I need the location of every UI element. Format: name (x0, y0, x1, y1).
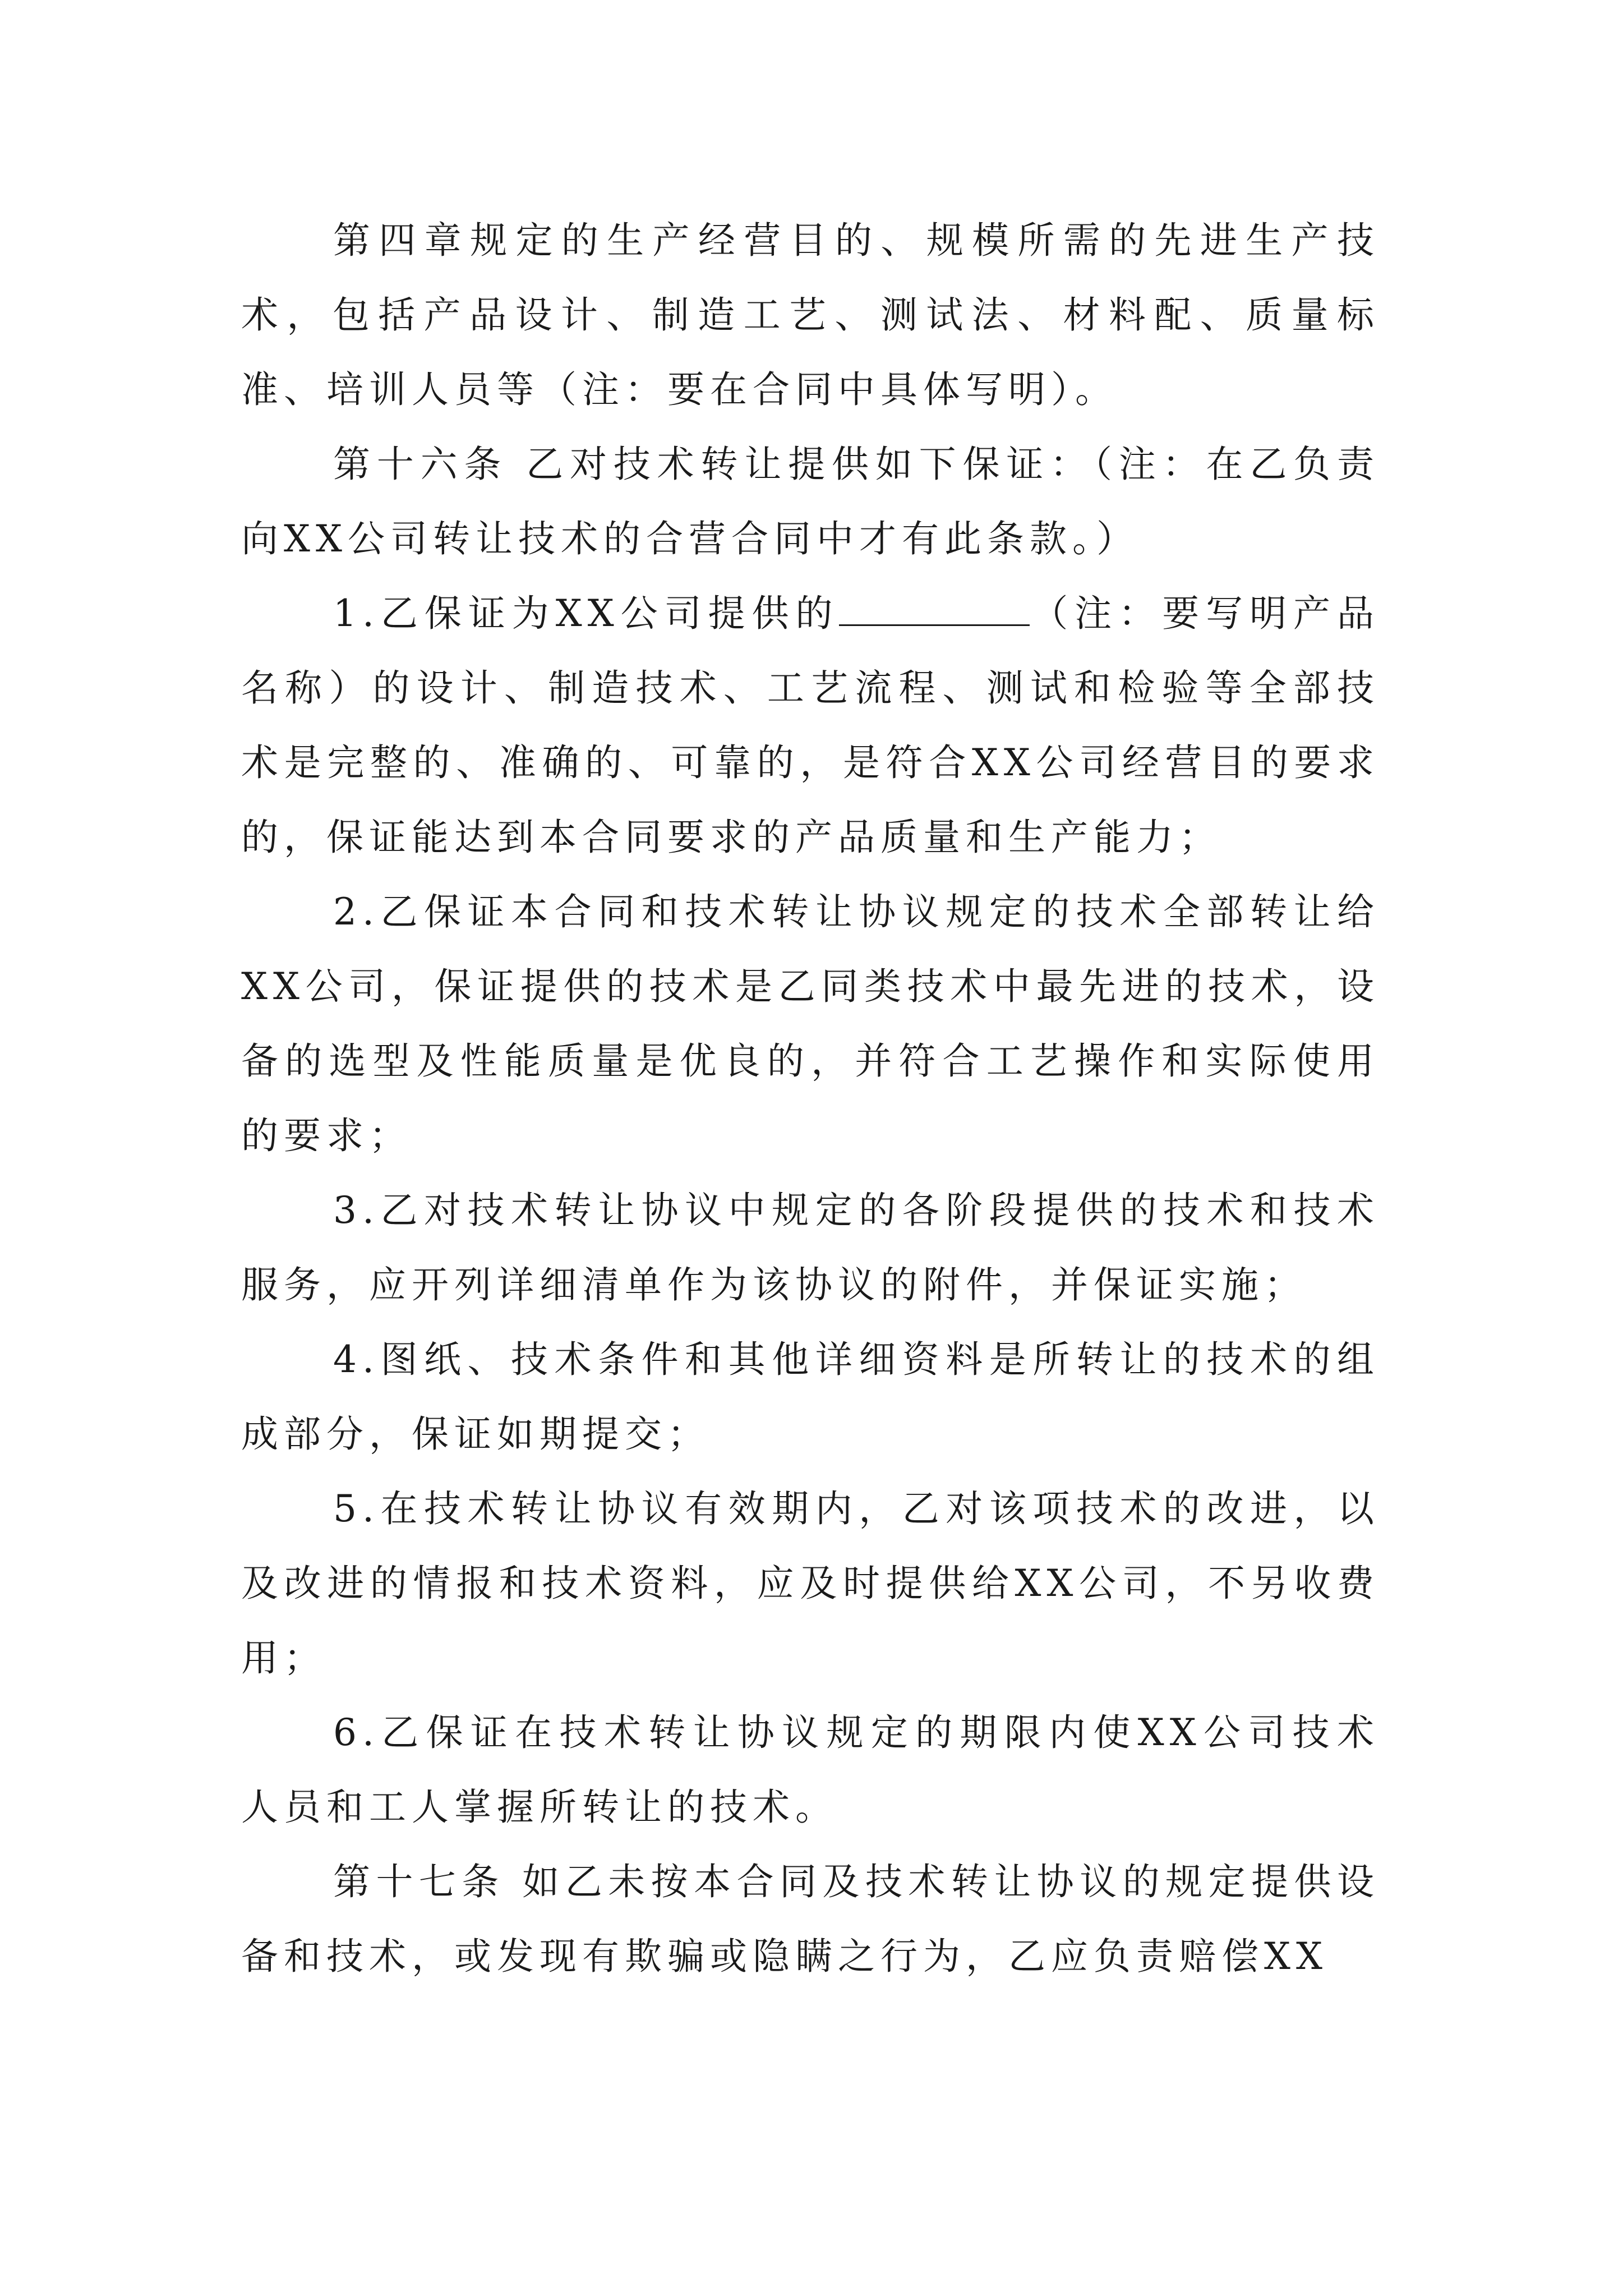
paragraph-text: 第四章规定的生产经营目的、规模所需的先进生产技术，包括产品设计、制造工艺、测试法、材料配、质量标准、培训人员等（注：要在合同中具体写明）。 (241, 219, 1380, 411)
guarantee-item-6: 6.乙保证在技术转让协议规定的期限内使XX公司技术人员和工人掌握所转让的技术。 (241, 1711, 1380, 1829)
item-1-lead-text: 1.乙保证为XX公司提供的 (333, 592, 840, 635)
guarantee-item-3: 3.乙对技术转让协议中规定的各阶段提供的技术和技术服务，应开列详细清单作为该协议的附件，并保证实施； (241, 1189, 1380, 1306)
article-17-paragraph: 第十七条 如乙未按本合同及技术转让协议的规定提供设备和技术，或发现有欺骗或隐瞒之行为，乙应负责赔偿XX (241, 1860, 1380, 1978)
guarantee-item-4: 4.图纸、技术条件和其他详细资料是所转让的技术的组成部分，保证如期提交； (241, 1338, 1380, 1456)
paragraph-continuation (241, 203, 1380, 427)
document-body (241, 203, 1380, 1994)
item-1-tail-text: （注：要写明产品名称）的设计、制造技术、工艺流程、测试和检验等全部技术是完整的、准确的、可靠的，是符合XX公司经营目的要求的，保证能达到本合同要求的产品质量和生产能力； (241, 592, 1380, 859)
guarantee-item-2: 2.乙保证本合同和技术转让协议规定的技术全部转让给XX公司，保证提供的技术是乙同类技术中最先进的技术，设备的选型及性能质量是优良的，并符合工艺操作和实际使用的要求； (241, 890, 1380, 1157)
guarantee-item-5: 5.在技术转让协议有效期内，乙对该项技术的改进，以及改进的情报和技术资料，应及时提供给XX公司，不另收费用； (241, 1487, 1380, 1680)
article-16-heading-paragraph: 第十六条 乙对技术转让提供如下保证：（注：在乙负责向XX公司转让技术的合营合同中才有此条款。） (241, 443, 1380, 560)
fill-in-blank-line (839, 591, 1030, 626)
guarantee-item-1 (241, 576, 1380, 875)
